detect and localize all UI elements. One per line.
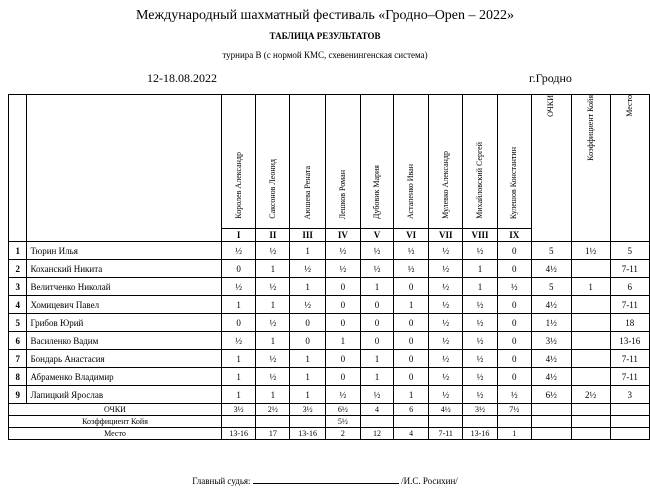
result-cell: ½ <box>325 386 360 404</box>
result-cell: 0 <box>290 332 325 350</box>
summary-cell <box>429 416 463 428</box>
tournament-dates: 12-18.08.2022 <box>147 71 217 85</box>
summary-label: Место <box>9 428 222 440</box>
result-cell: ½ <box>256 242 290 260</box>
opponent-name: Михайловский Сергей <box>475 142 485 219</box>
opponent-name: Аюшева Рената <box>302 165 312 219</box>
result-cell: ½ <box>360 260 393 278</box>
summary-empty-cell <box>571 404 610 416</box>
summary-row <box>9 416 650 428</box>
results-table <box>8 94 650 440</box>
summary-cell: 17 <box>256 428 290 440</box>
result-cell: ½ <box>256 368 290 386</box>
summary-cell <box>463 416 497 428</box>
roman-numeral: VII <box>429 229 463 242</box>
opponent-header <box>256 95 290 229</box>
roman-numeral: VI <box>394 229 429 242</box>
summary-cell: 3½ <box>290 404 325 416</box>
judge-label: Главный судья: <box>192 476 251 486</box>
result-cell: 1 <box>221 350 255 368</box>
player-name: Тюрин Илья <box>27 242 222 260</box>
summary-cell: 4½ <box>429 404 463 416</box>
signature-line <box>253 474 399 484</box>
result-cell: 0 <box>325 296 360 314</box>
summary-cell: 13-16 <box>290 428 325 440</box>
summary-row <box>9 428 650 440</box>
header-row <box>9 95 650 229</box>
roman-numeral: I <box>221 229 255 242</box>
result-cell: 1 <box>221 386 255 404</box>
header-empty-cell <box>9 95 27 242</box>
summary-empty-cell <box>571 416 610 428</box>
summary-cell: 6 <box>394 404 429 416</box>
opponent-header <box>429 95 463 229</box>
koya-cell: 1½ <box>571 242 610 260</box>
result-cell: ½ <box>429 278 463 296</box>
result-cell: 1 <box>256 332 290 350</box>
table-row <box>9 368 650 386</box>
summary-empty-cell <box>610 404 649 416</box>
summary-cell: 4 <box>360 404 393 416</box>
place-cell: 6 <box>610 278 649 296</box>
result-cell: 0 <box>497 296 531 314</box>
result-cell: ½ <box>290 296 325 314</box>
result-cell: 0 <box>360 296 393 314</box>
player-name: Василенко Вадим <box>27 332 222 350</box>
summary-label: Коэффициент Койя <box>9 416 222 428</box>
result-cell: 0 <box>221 260 255 278</box>
player-name: Хомицевич Павел <box>27 296 222 314</box>
result-cell: 1 <box>221 368 255 386</box>
player-number: 5 <box>9 314 27 332</box>
result-cell: ½ <box>394 242 429 260</box>
result-cell: ½ <box>256 350 290 368</box>
result-cell: ½ <box>290 260 325 278</box>
points-cell: 4½ <box>531 368 571 386</box>
result-cell: 0 <box>497 260 531 278</box>
player-number: 8 <box>9 368 27 386</box>
player-name: Лапицкий Ярослав <box>27 386 222 404</box>
result-cell: 1 <box>256 260 290 278</box>
opponent-header <box>325 95 360 229</box>
player-number: 3 <box>9 278 27 296</box>
summary-label: ОЧКИ <box>9 404 222 416</box>
koya-cell: 2½ <box>571 386 610 404</box>
result-cell: 0 <box>290 314 325 332</box>
result-cell: 0 <box>497 242 531 260</box>
result-cell: ½ <box>497 386 531 404</box>
roman-numeral: VIII <box>463 229 497 242</box>
points-header <box>531 95 571 242</box>
result-cell: 0 <box>325 368 360 386</box>
result-cell: ½ <box>325 260 360 278</box>
summary-empty-cell <box>610 416 649 428</box>
result-cell: 0 <box>394 332 429 350</box>
result-cell: 0 <box>497 368 531 386</box>
table-row <box>9 260 650 278</box>
result-cell: ½ <box>463 350 497 368</box>
table-row <box>9 350 650 368</box>
koya-header-label: Коэффициент Койя <box>585 95 595 161</box>
points-header-label: ОЧКИ <box>546 95 556 117</box>
table-row <box>9 332 650 350</box>
result-cell: 1 <box>290 386 325 404</box>
page-title: Международный шахматный фестиваль «Гродно–Open – 2022» <box>135 8 515 23</box>
result-cell: 1 <box>463 260 497 278</box>
opponent-header <box>497 95 531 229</box>
player-number: 1 <box>9 242 27 260</box>
result-cell: ½ <box>256 314 290 332</box>
summary-cell: 7-11 <box>429 428 463 440</box>
place-cell: 13-16 <box>610 332 649 350</box>
place-cell: 7-11 <box>610 368 649 386</box>
table-row <box>9 314 650 332</box>
summary-cell: 6½ <box>325 404 360 416</box>
player-name: Абраменко Владимир <box>27 368 222 386</box>
result-cell: 1 <box>256 386 290 404</box>
player-number: 7 <box>9 350 27 368</box>
summary-cell: 2 <box>325 428 360 440</box>
result-cell: 1 <box>290 368 325 386</box>
judge-name: /И.С. Росихин/ <box>401 476 458 486</box>
result-cell: 1 <box>290 350 325 368</box>
opponent-name: Кулешов Константин <box>509 146 519 219</box>
judge-signature <box>0 474 650 486</box>
summary-cell: 1 <box>497 428 531 440</box>
result-cell: ½ <box>221 278 255 296</box>
player-name: Бондарь Анастасия <box>27 350 222 368</box>
header-empty-cell <box>27 95 222 242</box>
summary-cell: 4 <box>394 428 429 440</box>
result-cell: 1 <box>221 296 255 314</box>
result-cell: 0 <box>497 314 531 332</box>
result-cell: ½ <box>429 260 463 278</box>
result-cell: 0 <box>360 332 393 350</box>
summary-cell: 12 <box>360 428 393 440</box>
opponent-header <box>463 95 497 229</box>
koya-cell <box>571 332 610 350</box>
summary-cell <box>290 416 325 428</box>
roman-numeral: IX <box>497 229 531 242</box>
opponent-name: Королев Александр <box>233 152 243 219</box>
result-cell: ½ <box>429 368 463 386</box>
opponent-name: Лешков Роман <box>337 169 347 219</box>
opponent-header <box>290 95 325 229</box>
summary-cell: 13-16 <box>221 428 255 440</box>
place-cell: 3 <box>610 386 649 404</box>
summary-cell <box>360 416 393 428</box>
result-cell: ½ <box>463 242 497 260</box>
koya-cell <box>571 350 610 368</box>
summary-cell: 3½ <box>221 404 255 416</box>
player-number: 4 <box>9 296 27 314</box>
result-cell: 0 <box>497 332 531 350</box>
result-cell: ½ <box>463 296 497 314</box>
result-cell: ½ <box>221 332 255 350</box>
roman-numeral: IV <box>325 229 360 242</box>
opponent-name: Саксонов Леонид <box>267 159 277 219</box>
result-cell: ½ <box>221 242 255 260</box>
opponent-name: Дубовик Мария <box>371 165 381 219</box>
summary-cell: 3½ <box>463 404 497 416</box>
summary-cell: 13-16 <box>463 428 497 440</box>
result-cell: 0 <box>394 368 429 386</box>
summary-empty-cell <box>531 428 571 440</box>
result-cell: 0 <box>394 350 429 368</box>
result-cell: 1 <box>256 296 290 314</box>
result-cell: 0 <box>394 314 429 332</box>
summary-empty-cell <box>610 428 649 440</box>
koya-cell: 1 <box>571 278 610 296</box>
result-cell: 1 <box>290 242 325 260</box>
result-cell: 0 <box>360 314 393 332</box>
summary-cell <box>497 416 531 428</box>
place-cell: 7-11 <box>610 350 649 368</box>
result-cell: ½ <box>497 278 531 296</box>
result-cell: 0 <box>394 278 429 296</box>
result-cell: 1 <box>360 368 393 386</box>
place-cell: 5 <box>610 242 649 260</box>
result-cell: ½ <box>429 332 463 350</box>
summary-row <box>9 404 650 416</box>
koya-cell <box>571 368 610 386</box>
summary-empty-cell <box>531 404 571 416</box>
points-cell: 3½ <box>531 332 571 350</box>
opponent-header <box>221 95 255 229</box>
result-cell: ½ <box>360 242 393 260</box>
summary-cell <box>256 416 290 428</box>
table-row <box>9 386 650 404</box>
summary-cell <box>394 416 429 428</box>
points-cell: 1½ <box>531 314 571 332</box>
result-cell: ½ <box>463 314 497 332</box>
result-cell: 1 <box>394 296 429 314</box>
roman-numeral: III <box>290 229 325 242</box>
summary-empty-cell <box>531 416 571 428</box>
result-cell: ½ <box>429 386 463 404</box>
points-cell: 5 <box>531 242 571 260</box>
summary-empty-cell <box>571 428 610 440</box>
summary-cell: 2½ <box>256 404 290 416</box>
koya-cell <box>571 296 610 314</box>
player-number: 9 <box>9 386 27 404</box>
result-cell: ½ <box>429 350 463 368</box>
points-cell: 4½ <box>531 296 571 314</box>
result-cell: ½ <box>429 314 463 332</box>
place-header <box>610 95 649 242</box>
result-cell: 0 <box>497 350 531 368</box>
result-cell: 1 <box>290 278 325 296</box>
result-cell: 1 <box>360 278 393 296</box>
result-cell: ½ <box>325 242 360 260</box>
opponent-name: Мулевко Александр <box>440 151 450 219</box>
roman-numeral: V <box>360 229 393 242</box>
result-cell: ½ <box>463 386 497 404</box>
result-cell: ½ <box>394 260 429 278</box>
summary-cell: 7½ <box>497 404 531 416</box>
tournament-description: турнира В (с нормой КМС, схевенингенская система) <box>222 50 428 60</box>
table-row <box>9 296 650 314</box>
player-number: 6 <box>9 332 27 350</box>
result-cell: ½ <box>463 368 497 386</box>
koya-cell <box>571 314 610 332</box>
opponent-name: Астапенко Иван <box>406 163 416 219</box>
document-subtitle: ТАБЛИЦА РЕЗУЛЬТАТОВ <box>269 31 381 41</box>
result-cell: ½ <box>463 332 497 350</box>
tournament-city: г.Гродно <box>529 71 572 85</box>
points-cell: 5 <box>531 278 571 296</box>
result-cell: 1 <box>463 278 497 296</box>
result-cell: ½ <box>429 296 463 314</box>
table-row <box>9 242 650 260</box>
points-cell: 4½ <box>531 260 571 278</box>
result-cell: 0 <box>221 314 255 332</box>
summary-cell <box>221 416 255 428</box>
place-header-label: Место <box>624 95 634 117</box>
opponent-header <box>394 95 429 229</box>
place-cell: 7-11 <box>610 296 649 314</box>
player-name: Велитченко Николай <box>27 278 222 296</box>
koya-header <box>571 95 610 242</box>
result-cell: 0 <box>325 350 360 368</box>
table-row <box>9 278 650 296</box>
summary-cell: 5½ <box>325 416 360 428</box>
result-cell: 1 <box>394 386 429 404</box>
result-cell: ½ <box>360 386 393 404</box>
koya-cell <box>571 260 610 278</box>
player-name: Коханский Никита <box>27 260 222 278</box>
result-cell: ½ <box>429 242 463 260</box>
place-cell: 7-11 <box>610 260 649 278</box>
points-cell: 6½ <box>531 386 571 404</box>
result-cell: 0 <box>325 278 360 296</box>
player-number: 2 <box>9 260 27 278</box>
result-cell: 1 <box>325 332 360 350</box>
opponent-header <box>360 95 393 229</box>
result-cell: 0 <box>325 314 360 332</box>
roman-numeral: II <box>256 229 290 242</box>
points-cell: 4½ <box>531 350 571 368</box>
result-cell: 1 <box>360 350 393 368</box>
player-name: Грибов Юрий <box>27 314 222 332</box>
place-cell: 18 <box>610 314 649 332</box>
result-cell: ½ <box>256 278 290 296</box>
